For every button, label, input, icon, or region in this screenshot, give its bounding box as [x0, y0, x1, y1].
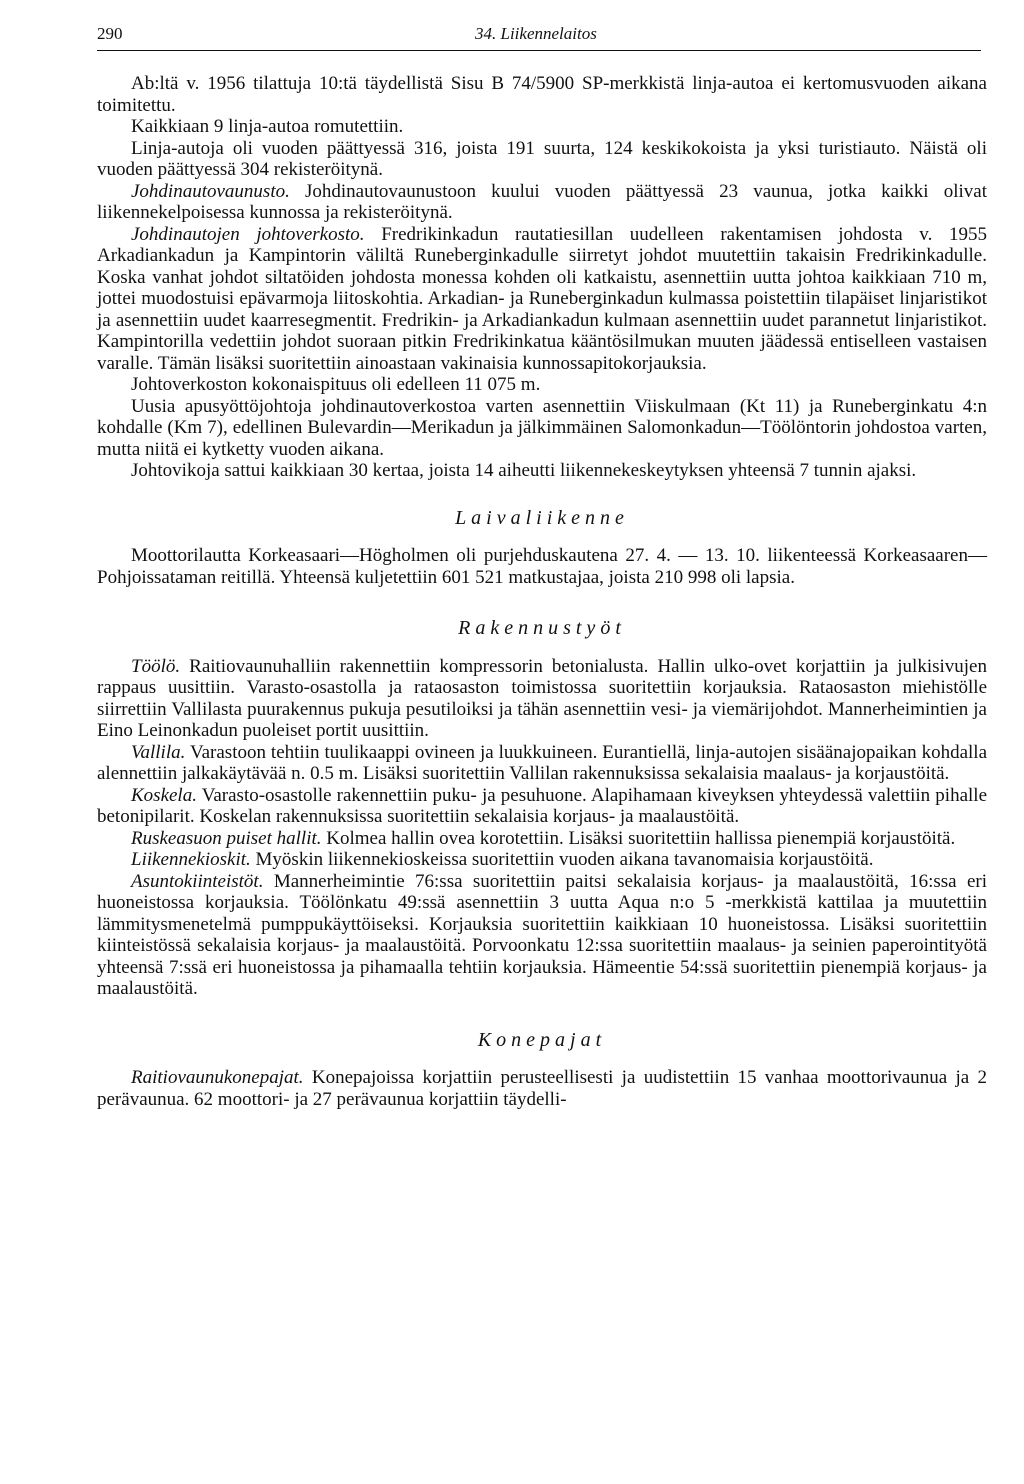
paragraph-ruskeasuo — [97, 828, 987, 850]
paragraph-text: Varastoon tehtiin tuulikaappi ovineen ja luukkuineen. Eurantiellä, linja-autojen sisäänajopaikan kohdalla alennettiin jalkakäytävää n. 0.5 m. Lisäksi suoritettiin Vallilan rakennuksissa sekalaisia maalaus- ja korjaustöitä. — [97, 741, 987, 784]
paragraph-title: Raitiovaunukonepajat. — [131, 1067, 304, 1088]
paragraph-text: Kolmea hallin ovea korotettiin. Lisäksi suoritettiin hallissa pienempiä korjaustöitä. — [321, 827, 956, 849]
paragraph-koskela — [97, 785, 987, 828]
paragraph-title: Liikennekioskit. — [131, 849, 251, 870]
paragraph-asuntokiinteistot — [97, 871, 987, 1000]
paragraph-kokonaispituus: Johtoverkoston kokonaispituus oli edelleen 11 075 m. — [131, 374, 541, 395]
section-heading-konepajat: Konepajat — [477, 1028, 607, 1051]
paragraph-text: Johdinautovaunustoon kuului vuoden päättyessä 23 vaunua, jotka kaikki olivat liikennekelpoisessa kunnossa ja rekisteröitynä. — [97, 180, 987, 223]
paragraph-liikennekioskit — [97, 849, 987, 871]
paragraph-text: Myöskin liikennekioskeissa suoritettiin vuoden aikana tavanomaisia korjaustöitä. — [250, 849, 874, 870]
paragraph-johdinautovaunusto — [97, 181, 987, 224]
document-page — [97, 24, 987, 1110]
paragraph-text: Fredrikinkadun rautatiesillan uudelleen rakentamisen johdosta v. 1955 Arkadiankadun ja Kampintorin väliltä Runeberginkadulle siirretyt johdot muutettiin takaisin Fredrikinkadulle. Koska vanhat johdot siltatöiden johdosta monessa kohden oli katkaistu, asennettiin uutta johtoa kaikkiaan 710 m, jottei muodostuisi epävarmoja liitoskohtia. Arkadian- ja Runeberginkadun kulmassa poistettiin tilapäiset linjaristikot ja asennettiin uudet kaarresegmentit. Fredrikin- ja Arkadiankadun kulmaan asennettiin uudet parannetut linjaristikot. Kampintorilla vedettiin johdot suoraan pitkin Fredrikinkatua kääntösilmukan muuten jäädessä entiselleen vastaisen varalle. Tämän lisäksi suoritettiin ainoastaan vakinaisia kunnossapitokorjauksia. — [97, 223, 987, 374]
paragraph-text: Mannerheimintie 76:ssa suoritettiin paitsi sekalaisia korjaus- ja maalaustöitä, 16:ssa eri huoneistossa korjauksia. Töölönkatu 49:ssä asennettiin 3 uutta Aqua n:o 5 -merkkistä kattilaa ja muutettiin lämmitysmenetelmä pumppukäyttöiseksi. Korjauksia suoritettiin kaikkiaan 10 huoneistossa. Lisäksi suoritettiin kiinteistössä sekalaisia korjaus- ja maalaustöitä. Porvoonkatu 12:ssa suoritettiin maalaus- ja seinien paperointityötä yhteensä 7:ssä eri huoneistossa ja pihamaalla tehtiin korjauksia. Hämeentie 54:ssä suoritettiin pienempiä korjaus- ja maalaustöitä. — [97, 870, 987, 999]
paragraph-tilatut-autot: Ab:ltä v. 1956 tilattuja 10:tä täydellistä Sisu B 74/5900 SP-merkkistä linja-autoa ei kertomusvuoden aikana toimitettu. — [97, 73, 987, 116]
paragraph-romutus: Kaikkiaan 9 linja-autoa romutettiin. — [131, 116, 404, 137]
paragraph-linja-autot: Linja-autoja oli vuoden päättyessä 316, joista 191 suurta, 124 keskikokoista ja yksi turistiauto. Näistä oli vuoden päättyessä 304 rekisteröitynä. — [97, 137, 987, 180]
header-rule — [97, 50, 981, 51]
paragraph-moottorilautta: Moottorilautta Korkeasaari—Högholmen oli purjehduskautena 27. 4. — 13. 10. liikenteessä Korkeasaaren—Pohjoissataman reitillä. Yhteensä kuljetettiin 601 521 matkustajaa, joista 210 998 oli lapsia. — [97, 545, 987, 588]
paragraph-text: Raitiovaunuhalliin rakennettiin kompressorin betonialusta. Hallin ulko-ovet korjattiin ja julkisivujen rappaus uusittiin. Varasto-osastolla ja rataosaston toimistossa suoritettiin korjauksia. Rataosaston miehistölle siirrettiin Vallilasta puurakennus pukuja pesutiloiksi ja tähän asennettiin vesi- ja viemärijohdot. Mannerheimintien ja Eino Leinonkadun puoleiset portit uusittiin. — [97, 655, 987, 741]
paragraph-title: Koskela. — [131, 784, 197, 806]
paragraph-title: Asuntokiinteistöt. — [131, 870, 264, 892]
paragraph-text: Konepajoissa korjattiin perusteellisesti ja uudistettiin 15 vanhaa moottorivaunua ja 2 perävaunua. 62 moottori- ja 27 perävaunua korjattiin täydelli- — [97, 1067, 987, 1110]
page-body — [97, 73, 987, 1110]
paragraph-title: Vallila. — [131, 741, 186, 763]
paragraph-title: Töölö. — [131, 655, 181, 677]
page-number: 290 — [97, 24, 123, 43]
paragraph-toolo — [97, 656, 987, 742]
paragraph-johtoviat: Johtovikoja sattui kaikkiaan 30 kertaa, joista 14 aiheutti liikennekeskeytyksen yhteensä 7 tunnin ajaksi. — [131, 460, 917, 481]
paragraph-title: Ruskeasuon puiset hallit. — [131, 827, 322, 849]
paragraph-johtoverkosto — [97, 224, 987, 375]
section-heading-rakennustyot: Rakennustyöt — [458, 617, 626, 639]
running-head: 34. Liikennelaitos — [475, 24, 597, 43]
paragraph-title: Johdinautojen johtoverkosto. — [131, 223, 365, 245]
paragraph-raitiovaunukonepajat — [97, 1067, 987, 1110]
paragraph-vallila — [97, 742, 987, 785]
paragraph-apusyottojohdot: Uusia apusyöttöjohtoja johdinautoverkostoa varten asennettiin Viiskulmaan (Kt 11) ja Runeberginkatu 4:n kohdalle (Km 7), edellinen Bulevardin—Merikadun ja jälkimmäinen Salomonkadun—Töölöntorin johdostoa varten, mutta niitä ei kytketty vuoden aikana. — [97, 395, 987, 460]
section-heading-laivaliikenne: Laivaliikenne — [455, 506, 629, 529]
paragraph-title: Johdinautovaunusto. — [131, 180, 290, 202]
paragraph-text: Varasto-osastolle rakennettiin puku- ja pesuhuone. Alapihamaan kiveyksen yhteydessä valettiin pihalle betonipilarit. Koskelan rakennuksissa suoritettiin sekalaisia korjaus- ja maalaustöitä. — [97, 784, 987, 827]
page-header — [97, 24, 987, 46]
